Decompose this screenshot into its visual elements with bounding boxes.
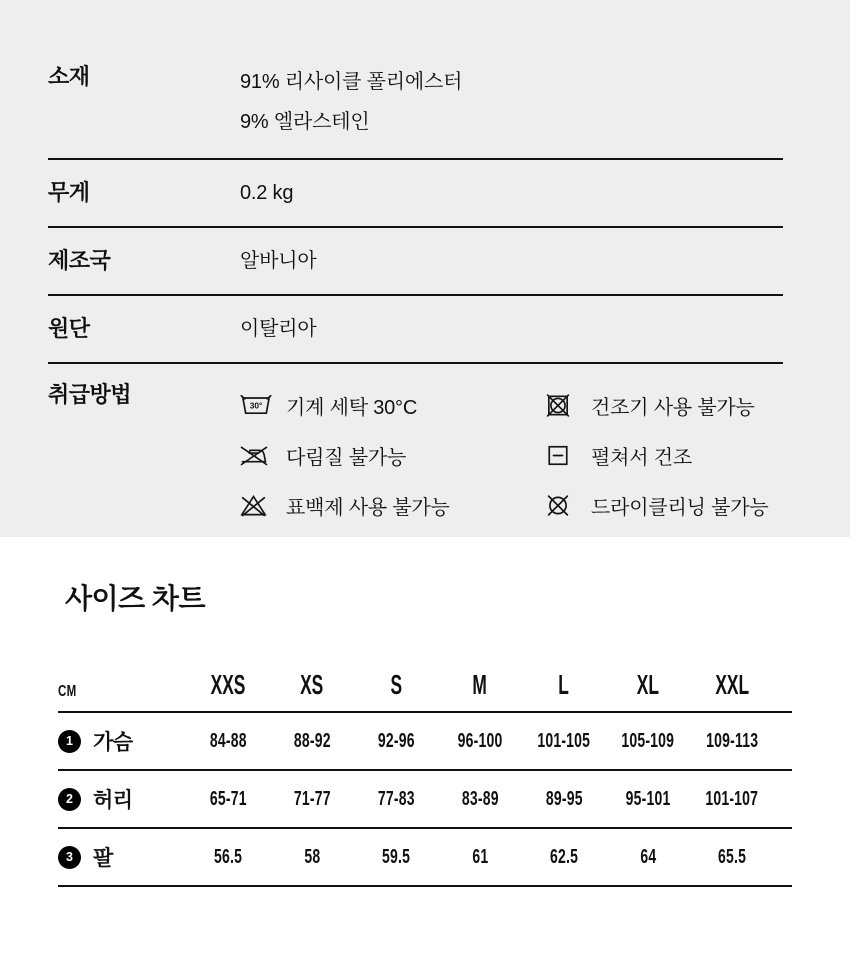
svg-text:30°: 30° (249, 400, 263, 411)
care-text-no-dry-clean: 드라이클리닝 불가능 (591, 496, 769, 519)
waist-xs: 71-77 (293, 787, 331, 810)
size-chart-title: 사이즈 차트 (65, 583, 206, 614)
care-item-no-iron (240, 430, 545, 480)
chest-xs: 88-92 (293, 729, 331, 752)
no-bleach-icon (240, 493, 276, 518)
care-item-no-tumble-dry (545, 380, 783, 430)
spec-label-care: 취급방법 (48, 382, 132, 407)
arm-m: 61 (471, 845, 488, 868)
flat-dry-icon (545, 443, 581, 468)
care-text-no-tumble-dry: 건조기 사용 불가능 (591, 396, 755, 419)
size-unit-cell (58, 683, 186, 701)
care-text-no-bleach: 표백제 사용 불가능 (286, 496, 450, 519)
no-dry-clean-icon (545, 493, 581, 518)
waist-xl: 95-101 (625, 787, 671, 810)
waist-label: 허리 (93, 789, 133, 812)
care-item-flat-dry (545, 430, 783, 480)
size-col-xxs: XXS (210, 669, 246, 700)
spec-label-fabric: 원단 (48, 316, 90, 341)
spec-row-country (48, 228, 783, 296)
care-text-flat-dry: 펼쳐서 건조 (591, 446, 692, 469)
size-row-chest (58, 713, 792, 771)
arm-xxl: 65.5 (717, 845, 747, 868)
size-unit-label: CM (58, 683, 77, 700)
spec-value-material (240, 62, 462, 142)
no-tumble-dry-icon (545, 393, 581, 418)
care-item-no-bleach (240, 480, 545, 530)
size-row-waist-label (58, 784, 186, 814)
size-table-header-row (58, 615, 792, 713)
arm-l: 62.5 (549, 845, 579, 868)
size-col-xl: XL (636, 669, 660, 700)
waist-xxl: 101-107 (705, 787, 759, 810)
spec-value-country: 알바니아 (240, 250, 317, 272)
arm-xs: 58 (303, 845, 320, 868)
spec-label-weight: 무게 (48, 180, 90, 205)
chest-xl: 105-109 (621, 729, 675, 752)
spec-row-weight (48, 160, 783, 228)
care-text-machine-wash: 기계 세탁 30°C (286, 396, 418, 419)
chest-s: 92-96 (377, 729, 415, 752)
size-chart-section (0, 537, 850, 887)
care-item-machine-wash (240, 380, 545, 430)
spec-value-weight: 0.2 kg (240, 182, 294, 204)
machine-wash-30-icon (240, 393, 276, 418)
chest-xxl: 109-113 (705, 729, 759, 752)
size-chart-table (58, 615, 792, 887)
spec-row-material (48, 50, 783, 160)
waist-s: 77-83 (377, 787, 415, 810)
arm-xxs: 56.5 (213, 845, 243, 868)
size-row-arm (58, 829, 792, 887)
material-line-1: 91% 리사이클 폴리에스터 (240, 71, 463, 93)
arm-s: 59.5 (381, 845, 411, 868)
size-col-l: L (558, 669, 570, 700)
badge-1: 1 (58, 730, 81, 753)
chest-label: 가슴 (93, 731, 133, 754)
material-line-2: 9% 엘라스테인 (240, 111, 370, 133)
care-item-no-dry-clean (545, 480, 783, 530)
care-instructions (240, 380, 783, 530)
size-col-xxl: XXL (715, 669, 749, 700)
waist-l: 89-95 (545, 787, 583, 810)
spec-value-fabric: 이탈리아 (240, 318, 317, 340)
size-row-chest-label (58, 726, 186, 756)
waist-xxs: 65-71 (209, 787, 247, 810)
spec-row-care (48, 364, 783, 530)
badge-2: 2 (58, 788, 81, 811)
care-text-no-iron: 다림질 불가능 (286, 446, 407, 469)
badge-3: 3 (58, 846, 81, 869)
care-column-right (545, 380, 783, 530)
size-col-xs: XS (300, 669, 324, 700)
arm-xl: 64 (639, 845, 656, 868)
arm-label: 팔 (93, 847, 113, 870)
waist-m: 83-89 (461, 787, 499, 810)
size-row-waist (58, 771, 792, 829)
spec-label-material: 소재 (48, 64, 90, 89)
chest-xxs: 84-88 (209, 729, 247, 752)
chest-l: 101-105 (537, 729, 591, 752)
spec-label-country: 제조국 (48, 248, 111, 273)
size-col-m: M (472, 669, 488, 700)
no-iron-icon (240, 443, 276, 468)
spec-row-fabric (48, 296, 783, 364)
care-column-left (240, 380, 545, 530)
size-col-s: S (390, 669, 402, 700)
chest-m: 96-100 (457, 729, 503, 752)
size-row-arm-label (58, 842, 186, 872)
